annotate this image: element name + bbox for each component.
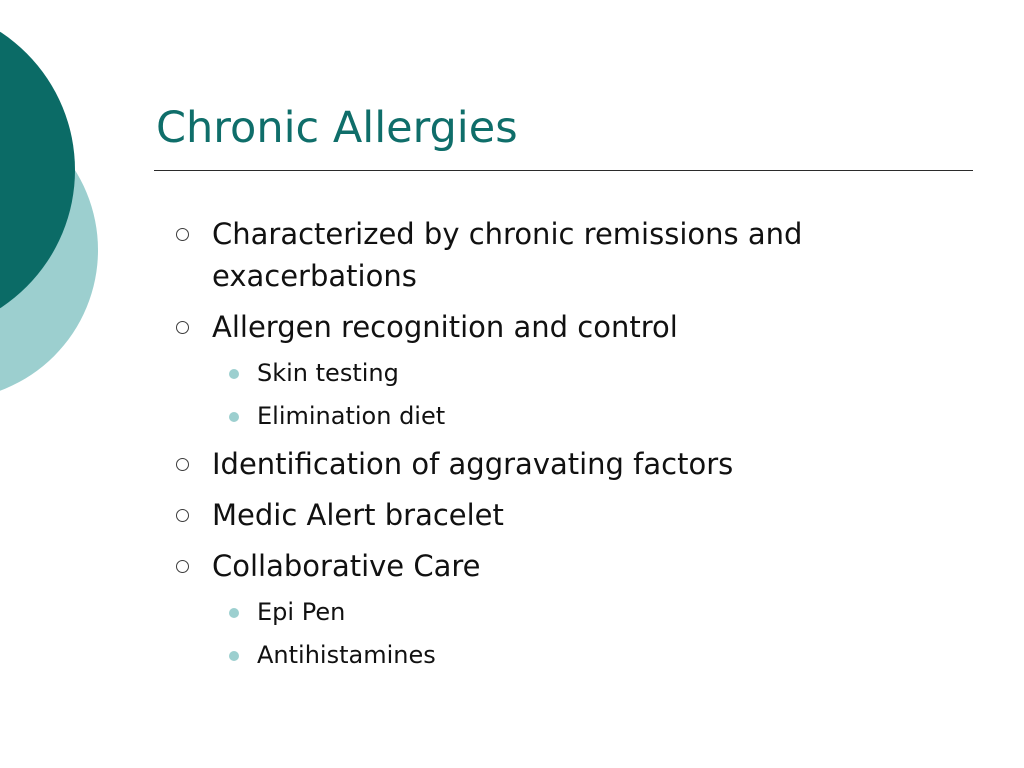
sub-bullet-text: Skin testing (257, 359, 399, 387)
bullet-text: Medic Alert bracelet (212, 498, 504, 532)
bullet-text: Identification of aggravating factors (212, 447, 734, 481)
bullet-item (172, 213, 862, 297)
bullet-text: Characterized by chronic remissions and exacerbations (212, 217, 803, 293)
sub-bullet-list (172, 357, 872, 433)
hollow-circle-bullet-icon (176, 321, 189, 334)
sub-bullet-text: Antihistamines (257, 641, 436, 669)
hollow-circle-bullet-icon (176, 458, 189, 471)
filled-dot-bullet-icon (229, 651, 239, 661)
sub-bullet-text: Epi Pen (257, 598, 346, 626)
filled-dot-bullet-icon (229, 369, 239, 379)
sub-bullet-item (172, 639, 872, 672)
bullet-item (172, 443, 872, 485)
hollow-circle-bullet-icon (176, 560, 189, 573)
sub-bullet-item (172, 400, 872, 433)
filled-dot-bullet-icon (229, 412, 239, 422)
bullet-item (172, 306, 872, 348)
bullet-item (172, 545, 872, 587)
filled-dot-bullet-icon (229, 608, 239, 618)
title-divider (154, 170, 973, 171)
bullet-text: Allergen recognition and control (212, 310, 678, 344)
hollow-circle-bullet-icon (176, 228, 189, 241)
bullet-text: Collaborative Care (212, 549, 481, 583)
bullet-item (172, 494, 872, 536)
sub-bullet-item (172, 357, 872, 390)
sub-bullet-list (172, 596, 872, 672)
hollow-circle-bullet-icon (176, 509, 189, 522)
slide-title: Chronic Allergies (156, 103, 518, 153)
sub-bullet-item (172, 596, 872, 629)
sub-bullet-text: Elimination diet (257, 402, 446, 430)
bullet-list (172, 213, 872, 682)
